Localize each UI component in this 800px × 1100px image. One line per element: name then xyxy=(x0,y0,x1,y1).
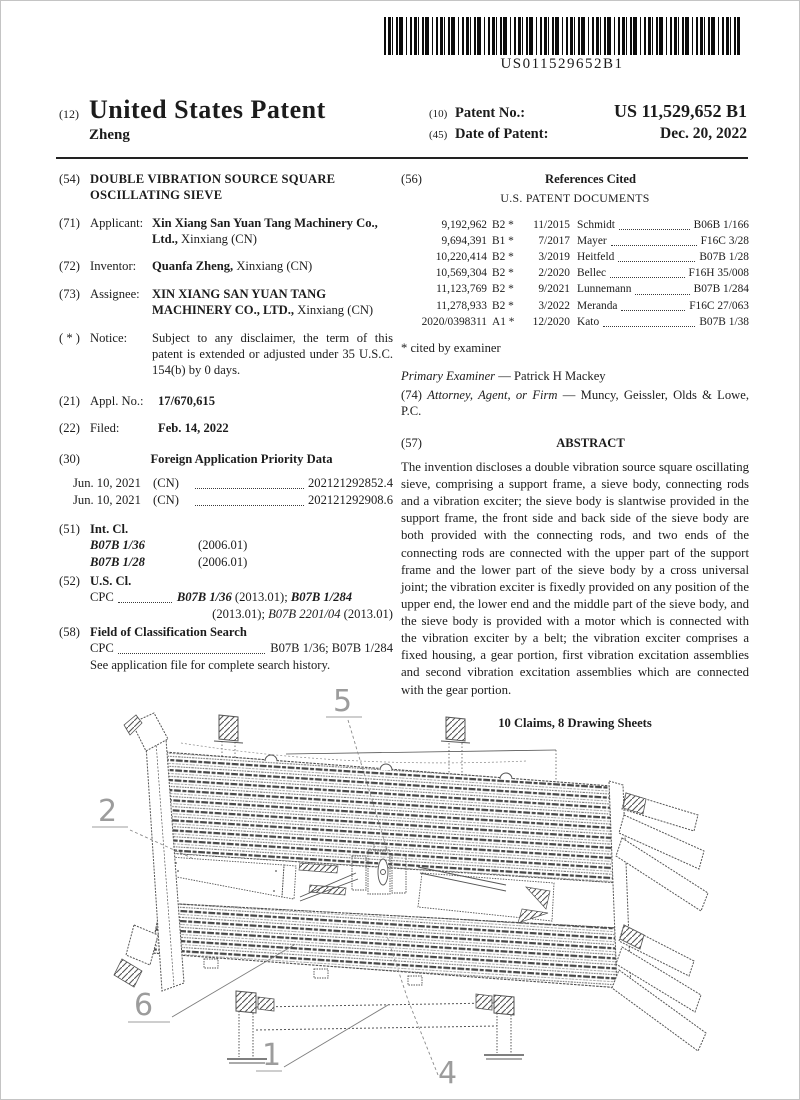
title-tag: (54) xyxy=(59,172,80,186)
cpc-year: (2013.01) xyxy=(340,606,393,621)
dot-leader xyxy=(621,298,685,311)
filed-entry xyxy=(59,420,393,436)
inventor-tag: (72) xyxy=(59,259,80,274)
cpc-year: (2013.01); xyxy=(212,606,269,621)
inventor-label: Inventor: xyxy=(90,259,137,274)
assignee-label: Assignee: xyxy=(90,286,140,301)
reference-row xyxy=(401,233,749,249)
appl-no-label: Appl. No.: xyxy=(90,393,144,408)
patent-no-tag: (10) xyxy=(429,108,448,120)
references-heading: References Cited xyxy=(544,172,637,186)
priority-row xyxy=(73,475,393,492)
invention-title-line2: OSCILLATING SIEVE xyxy=(90,188,223,203)
int-cl-row xyxy=(90,554,393,571)
primary-examiner-name: — Patrick H Mackey xyxy=(495,369,606,384)
cpc-year: (2013.01); xyxy=(231,590,291,605)
ref-name: Kato xyxy=(577,315,600,328)
references-heading-entry xyxy=(401,171,749,187)
invention-title-line1: DOUBLE VIBRATION SOURCE SQUARE xyxy=(90,172,336,186)
ref-class: F16C 27/063 xyxy=(689,299,749,312)
date-of-patent: Dec. 20, 2022 xyxy=(660,125,747,142)
priority-heading-entry xyxy=(59,451,393,467)
dot-leader xyxy=(195,475,304,489)
cpc-code: B07B 2201/04 xyxy=(268,606,341,621)
right-column xyxy=(401,171,749,731)
barcode-block xyxy=(384,17,740,73)
attorney-label: Attorney, Agent, or Firm xyxy=(427,387,558,402)
assignee-location: Xinxiang (CN) xyxy=(294,303,374,318)
priority-country: (CN) xyxy=(153,475,179,490)
field-search-entry xyxy=(59,624,393,640)
int-cl-entry xyxy=(59,521,393,537)
ref-kind: B2 * xyxy=(492,267,514,280)
priority-tag: (30) xyxy=(59,452,80,467)
ref-date: 11/2015 xyxy=(533,218,570,231)
dot-leader xyxy=(611,233,697,246)
ref-class: F16C 3/28 xyxy=(700,234,749,247)
ref-name: Bellec xyxy=(577,267,607,280)
ref-number: 10,569,304 xyxy=(435,267,487,280)
filed-label: Filed: xyxy=(90,420,120,435)
ref-date: 7/2017 xyxy=(538,234,570,247)
filed-tag: (22) xyxy=(59,420,80,435)
date-of-patent-label: Date of Patent: xyxy=(455,126,549,142)
priority-date: Jun. 10, 2021 xyxy=(73,475,141,490)
date-tag: (45) xyxy=(429,129,448,141)
reference-row xyxy=(401,265,749,281)
notice-tag: ( * ) xyxy=(59,330,80,345)
ref-number: 11,278,933 xyxy=(436,299,487,312)
int-cl-row xyxy=(90,537,393,554)
ref-name: Heitfeld xyxy=(577,251,615,264)
applicant-label: Applicant: xyxy=(90,215,144,230)
reference-row xyxy=(401,249,749,265)
notice-label: Notice: xyxy=(90,330,128,345)
barcode-number: US011529652B1 xyxy=(500,56,624,72)
ref-number: 9,694,391 xyxy=(441,234,487,247)
filed-value: Feb. 14, 2022 xyxy=(158,420,229,435)
primary-examiner-line xyxy=(401,368,749,384)
ref-kind: B2 * xyxy=(492,251,514,264)
abstract-text: The invention discloses a double vibration source square oscillating sieve, comprising a support frame, a sieve body, connecting rods and a vibration exciter; the sieve body is slantwise provided in the support frame, the front side and back side of the sieve body are both provided with the connecting rods, and two ends of the connecting rods are connected with the upper part of the support frame and the lower part of the sieve body by a cross universal joint; the vibration exciter is fixedly provided on any position of the upper end, the lower end and the middle part of the sieve body, and the sieve body is provided with a motor which is connected with the vibration exciter by a belt; the vibration exciter comprises a fixed housing, a gear portion, first vibration excitation assemblies and second vibration excitation assemblies which are connected with the gear portion. xyxy=(401,459,749,697)
ref-kind: B1 * xyxy=(492,234,514,247)
dot-leader xyxy=(195,492,304,506)
figure-label-5: 5 xyxy=(333,684,353,719)
dot-leader xyxy=(118,589,172,602)
ref-date: 3/2022 xyxy=(538,299,570,312)
priority-number: 202121292908.6 xyxy=(307,492,393,507)
us-patent-documents-heading: U.S. PATENT DOCUMENTS xyxy=(500,191,650,206)
inventor-entry xyxy=(59,258,393,274)
attorney-line xyxy=(401,387,749,420)
ref-kind: A1 * xyxy=(492,315,515,328)
figure-label-6: 6 xyxy=(134,988,154,1023)
patent-no-label: Patent No.: xyxy=(455,105,526,121)
ref-class: B07B 1/38 xyxy=(699,315,749,328)
cpc-label: CPC xyxy=(90,590,114,605)
discharge-chutes xyxy=(609,781,708,1051)
header-rule xyxy=(56,157,748,159)
priority-row xyxy=(73,492,393,509)
figure-label-1: 1 xyxy=(262,1038,282,1073)
kind-code-tag: (12) xyxy=(59,107,79,121)
appl-no-entry xyxy=(59,393,393,409)
dot-leader xyxy=(618,249,695,262)
figure-label-2: 2 xyxy=(98,794,118,829)
dot-leader xyxy=(603,314,695,327)
ref-class: B06B 1/166 xyxy=(693,218,749,231)
ref-kind: B2 * xyxy=(492,283,514,296)
title-entry xyxy=(59,171,393,204)
references-tag: (56) xyxy=(401,172,422,186)
ref-class: B07B 1/284 xyxy=(693,283,749,296)
ref-kind: B2 * xyxy=(492,299,514,312)
int-cl-year: (2006.01) xyxy=(198,555,248,570)
dot-leader xyxy=(619,217,690,230)
ref-number: 10,220,414 xyxy=(435,251,487,264)
reference-row xyxy=(401,217,749,233)
ref-name: Mayer xyxy=(577,234,607,247)
left-column xyxy=(59,171,393,673)
int-cl-code: B07B 1/36 xyxy=(90,538,145,553)
cpc-code: B07B 1/284 xyxy=(290,590,353,605)
patent-number: US 11,529,652 B1 xyxy=(613,101,747,121)
field-search-tag: (58) xyxy=(59,625,80,640)
reference-row xyxy=(401,314,749,330)
applicant-location: Xinxiang (CN) xyxy=(177,232,257,247)
ref-date: 2/2020 xyxy=(538,267,570,280)
ref-date: 12/2020 xyxy=(532,315,570,328)
field-search-heading: Field of Classification Search xyxy=(90,625,247,640)
priority-date: Jun. 10, 2021 xyxy=(73,492,141,507)
assignee-name: XIN XIANG SAN YUAN TANG MACHINERY CO., LTD., xyxy=(152,286,326,318)
dot-leader xyxy=(635,281,689,294)
assignee-entry xyxy=(59,286,393,319)
reference-row xyxy=(401,298,749,314)
applicant-tag: (71) xyxy=(59,215,80,230)
dot-leader xyxy=(118,640,265,653)
int-cl-code: B07B 1/28 xyxy=(90,555,145,570)
applicant-name: Xin Xiang San Yuan Tang Machinery Co., Ltd., xyxy=(152,215,378,247)
inventor-name: Quanfa Zheng, xyxy=(152,259,234,274)
ref-class: B07B 1/28 xyxy=(699,251,749,264)
notice-entry xyxy=(59,330,393,379)
attorney-tag: (74) xyxy=(401,387,422,402)
cpc-label: CPC xyxy=(90,641,114,656)
ref-name: Meranda xyxy=(577,299,618,312)
priority-number: 202121292852.4 xyxy=(307,475,393,490)
us-cl-cpc-line xyxy=(90,589,393,605)
patent-figure xyxy=(86,673,731,1093)
claims-line: 10 Claims, 8 Drawing Sheets xyxy=(498,715,652,730)
cpc-code: B07B 1/36 xyxy=(176,590,232,605)
header-right xyxy=(429,101,747,146)
applicant-entry xyxy=(59,215,393,248)
abstract-tag: (57) xyxy=(401,436,422,451)
ref-kind: B2 * xyxy=(492,218,514,231)
ref-number: 2020/0398311 xyxy=(421,315,487,328)
us-cl-tag: (52) xyxy=(59,574,80,589)
ref-class: F16H 35/008 xyxy=(688,267,749,280)
us-cl-entry xyxy=(59,573,393,589)
appl-no-value: 17/670,615 xyxy=(158,393,216,408)
abstract-heading-entry xyxy=(401,435,749,451)
cited-by-examiner-note: * cited by examiner xyxy=(401,341,501,355)
notice-text: Subject to any disclaimer, the term of this patent is extended or adjusted under 35 U.S.C. 154(b) by 0 days. xyxy=(152,330,393,378)
inventor-location: Xinxiang (CN) xyxy=(233,259,313,274)
inventor-surname: Zheng xyxy=(89,127,130,144)
priority-country: (CN) xyxy=(153,492,179,507)
priority-heading: Foreign Application Priority Data xyxy=(150,452,333,467)
attorney-firm: — Muncy, Geissler, Olds & Lowe, P.C. xyxy=(401,387,749,419)
ref-date: 3/2019 xyxy=(538,251,570,264)
us-cl-heading: U.S. Cl. xyxy=(90,574,132,589)
assignee-tag: (73) xyxy=(59,286,80,301)
document-type: United States Patent xyxy=(89,95,326,124)
primary-examiner-label: Primary Examiner xyxy=(401,369,496,384)
ref-number: 11,123,769 xyxy=(436,283,487,296)
figure-label-4: 4 xyxy=(438,1056,458,1091)
ref-name: Schmidt xyxy=(577,218,615,231)
ref-name: Lunnemann xyxy=(577,283,632,296)
field-search-note: See application file for complete search history. xyxy=(90,657,331,672)
int-cl-heading: Int. Cl. xyxy=(90,521,129,536)
ref-date: 9/2021 xyxy=(538,283,570,296)
int-cl-year: (2006.01) xyxy=(198,538,248,553)
abstract-heading: ABSTRACT xyxy=(556,436,625,451)
field-search-cpc xyxy=(90,640,393,656)
field-search-value: B07B 1/36; B07B 1/284 xyxy=(270,641,393,656)
header-left xyxy=(59,96,389,144)
appl-no-tag: (21) xyxy=(59,393,80,408)
barcode-icon xyxy=(384,17,740,55)
dot-leader xyxy=(610,265,684,278)
reference-row xyxy=(401,281,749,297)
us-cl-cpc-line2 xyxy=(90,606,393,622)
ref-number: 9,192,962 xyxy=(441,218,487,231)
int-cl-tag: (51) xyxy=(59,521,80,536)
